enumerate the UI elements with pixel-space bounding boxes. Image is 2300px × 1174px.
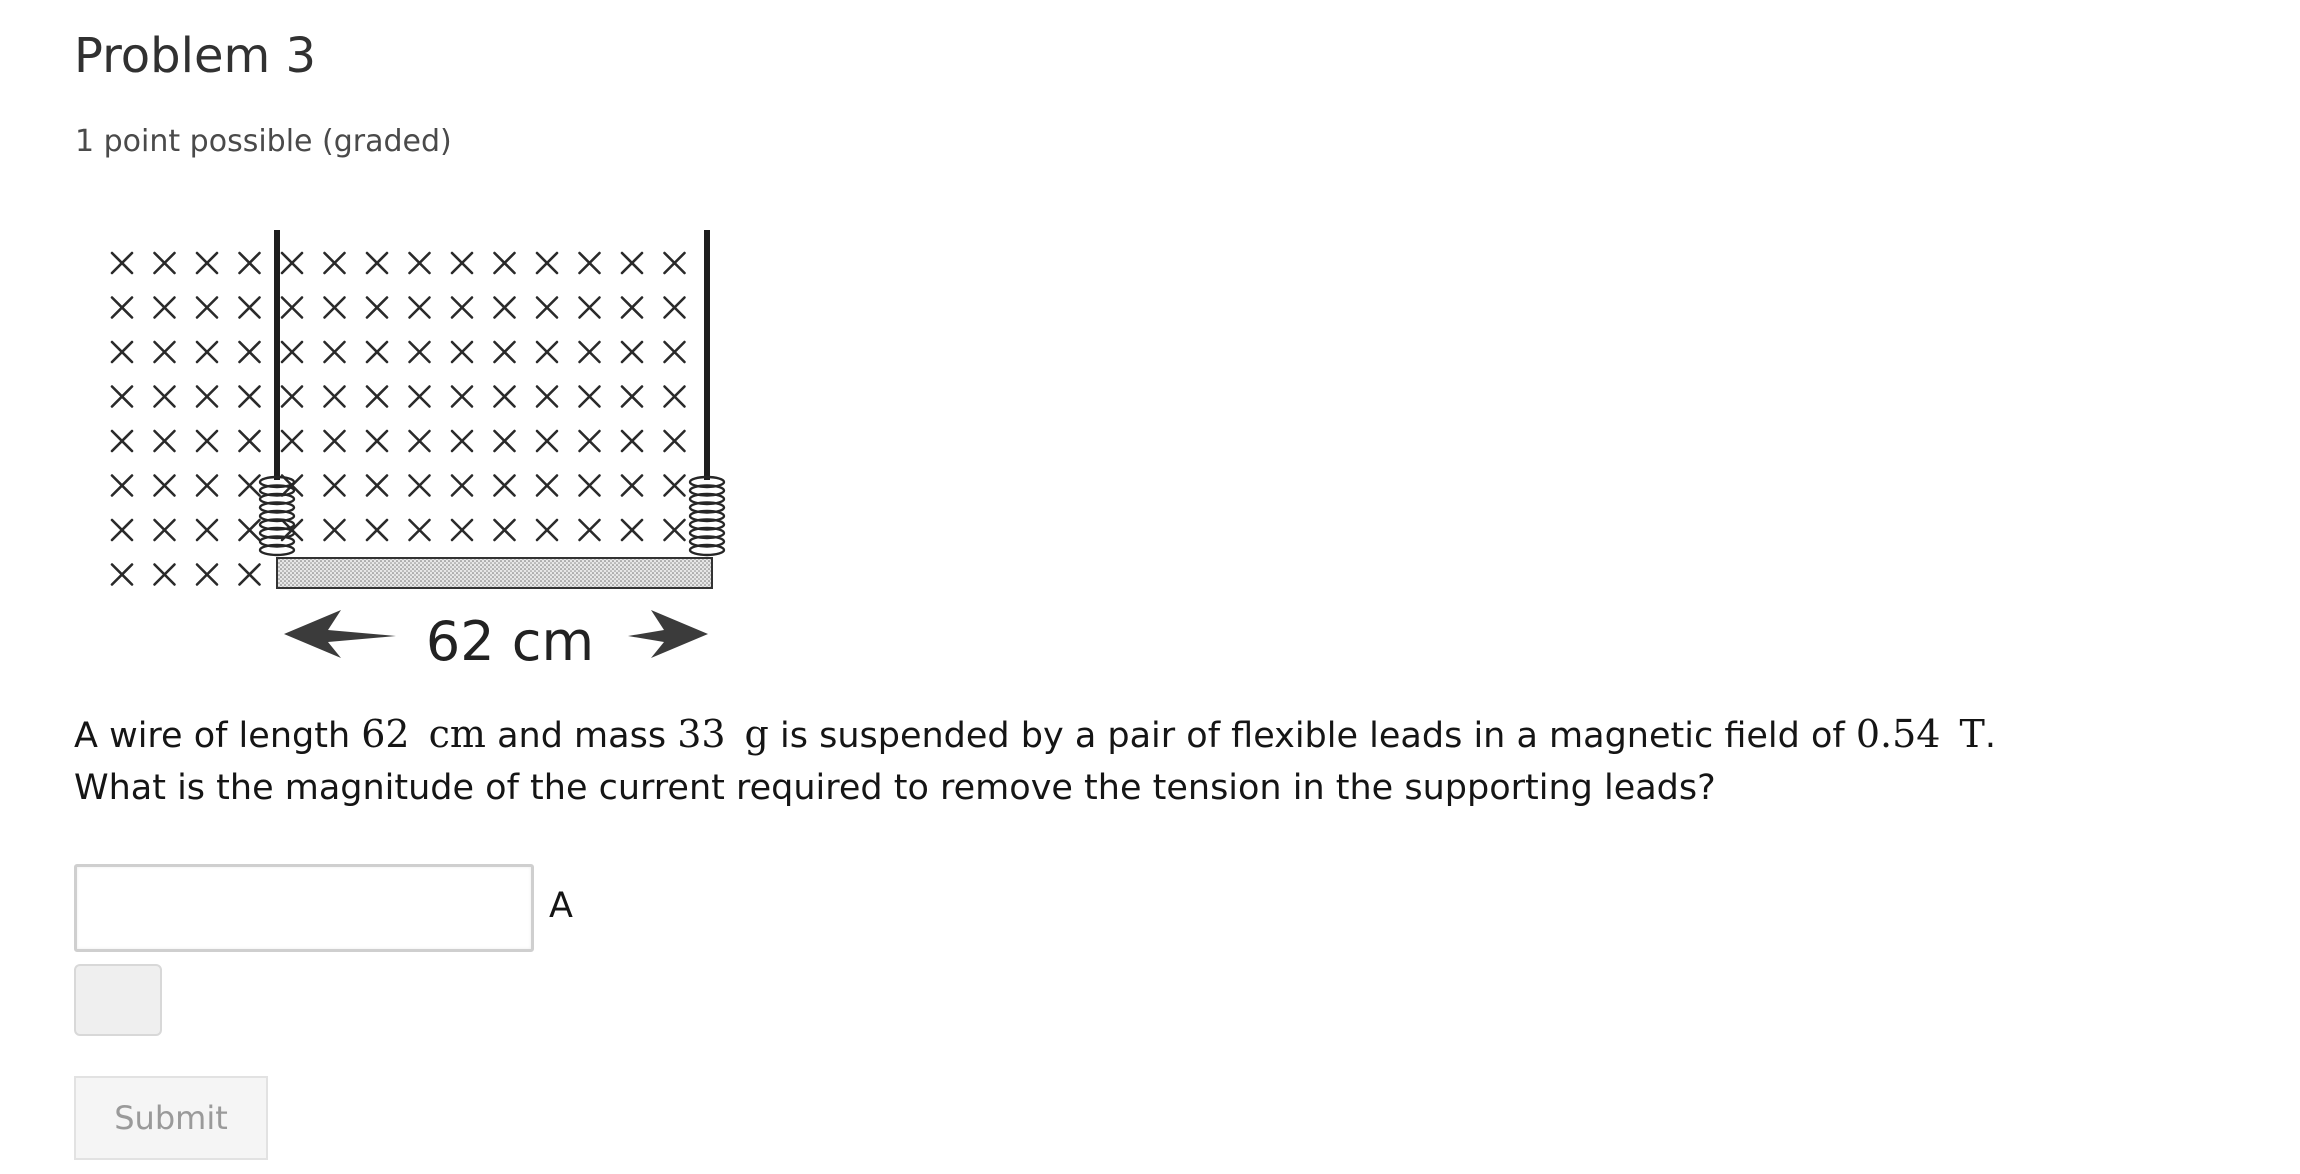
field-x-mark xyxy=(495,253,515,273)
field-x-mark xyxy=(537,387,557,407)
field-x-mark xyxy=(112,520,132,540)
field-x-mark xyxy=(112,565,132,585)
field-x-mark xyxy=(197,431,217,451)
field-x-mark xyxy=(240,387,260,407)
right-dimension-arrow xyxy=(628,610,708,658)
field-x-mark xyxy=(665,253,685,273)
field-x-mark xyxy=(665,476,685,496)
right-lead xyxy=(704,230,710,480)
question-text-part-4: . xyxy=(1984,716,1996,756)
field-x-mark xyxy=(325,253,345,273)
left-dimension-arrow xyxy=(284,610,396,658)
question-text-line-2: What is the magnitude of the current required to remove the tension in the supporting leads? xyxy=(74,768,1716,808)
field-x-mark xyxy=(155,342,175,362)
left-lead xyxy=(274,230,280,480)
field-x-mark xyxy=(367,431,387,451)
field-x-mark xyxy=(155,253,175,273)
field-x-mark xyxy=(622,476,642,496)
field-x-mark xyxy=(410,520,430,540)
field-x-mark xyxy=(197,476,217,496)
field-x-mark xyxy=(282,298,302,318)
field-x-mark xyxy=(240,565,260,585)
field-x-mark xyxy=(410,342,430,362)
field-x-mark xyxy=(155,520,175,540)
field-x-mark xyxy=(665,431,685,451)
field-x-mark xyxy=(112,253,132,273)
field-x-mark xyxy=(537,476,557,496)
points-possible: 1 point possible (graded) xyxy=(75,124,452,159)
field-x-mark xyxy=(452,520,472,540)
field-x-mark xyxy=(112,342,132,362)
question-text-part-2: and mass xyxy=(485,716,678,756)
field-x-mark xyxy=(495,476,515,496)
field-x-mark xyxy=(665,298,685,318)
field-x-mark xyxy=(325,387,345,407)
field-x-mark xyxy=(537,253,557,273)
field-x-mark xyxy=(495,431,515,451)
length-unit: cm xyxy=(428,712,486,756)
field-x-mark xyxy=(622,342,642,362)
field-x-mark xyxy=(155,476,175,496)
field-x-mark xyxy=(495,387,515,407)
field-x-mark xyxy=(197,342,217,362)
field-x-mark xyxy=(580,253,600,273)
field-x-mark xyxy=(282,342,302,362)
field-x-mark xyxy=(197,387,217,407)
field-x-mark xyxy=(452,431,472,451)
field-x-mark xyxy=(112,298,132,318)
field-x-mark xyxy=(112,476,132,496)
field-x-mark xyxy=(622,387,642,407)
field-x-mark xyxy=(580,387,600,407)
field-x-mark xyxy=(580,520,600,540)
field-x-mark xyxy=(495,342,515,362)
field-x-mark xyxy=(452,387,472,407)
field-x-mark xyxy=(580,342,600,362)
field-x-mark xyxy=(240,342,260,362)
field-x-mark xyxy=(282,387,302,407)
field-x-mark xyxy=(495,520,515,540)
field-x-mark xyxy=(622,520,642,540)
field-x-mark xyxy=(622,253,642,273)
mass-unit: g xyxy=(744,712,769,756)
field-x-mark xyxy=(240,253,260,273)
field-x-mark xyxy=(367,476,387,496)
problem-title: Problem 3 xyxy=(74,28,317,84)
field-x-mark xyxy=(112,387,132,407)
field-x-mark xyxy=(197,565,217,585)
field-value: 0.54 xyxy=(1855,712,1941,756)
submit-button[interactable]: Submit xyxy=(74,1076,268,1160)
field-x-mark xyxy=(665,520,685,540)
field-x-mark xyxy=(452,476,472,496)
field-x-mark xyxy=(537,520,557,540)
field-x-mark xyxy=(155,431,175,451)
field-x-mark xyxy=(410,253,430,273)
answer-unit: A xyxy=(549,886,573,926)
question-text-part-1: A wire of length xyxy=(74,716,362,756)
wire-length-label: 62 cm xyxy=(425,610,595,673)
field-x-mark xyxy=(665,342,685,362)
current-answer-input[interactable] xyxy=(74,864,534,952)
field-x-mark xyxy=(367,342,387,362)
field-x-mark xyxy=(155,298,175,318)
field-x-mark xyxy=(452,298,472,318)
length-value: 62 xyxy=(361,712,410,756)
field-x-mark xyxy=(410,298,430,318)
wire xyxy=(277,558,712,588)
field-x-mark xyxy=(622,431,642,451)
field-x-mark xyxy=(495,298,515,318)
field-x-mark xyxy=(410,431,430,451)
field-x-mark xyxy=(367,253,387,273)
answer-status-indicator xyxy=(74,964,162,1036)
field-x-mark xyxy=(240,298,260,318)
field-x-mark xyxy=(240,431,260,451)
field-x-mark xyxy=(325,342,345,362)
field-x-mark xyxy=(537,342,557,362)
field-x-mark xyxy=(580,476,600,496)
field-unit: T xyxy=(1959,712,1985,756)
field-x-mark xyxy=(410,387,430,407)
field-x-mark xyxy=(325,476,345,496)
field-x-mark xyxy=(665,387,685,407)
field-x-mark xyxy=(240,520,260,540)
right-spring xyxy=(690,477,724,555)
field-x-mark xyxy=(537,431,557,451)
field-x-mark xyxy=(325,520,345,540)
field-x-mark xyxy=(537,298,557,318)
field-x-mark xyxy=(580,431,600,451)
diagram-svg xyxy=(96,220,876,690)
field-x-mark xyxy=(197,298,217,318)
field-x-mark xyxy=(240,476,260,496)
question-text-part-3: is suspended by a pair of flexible leads in a magnetic field of xyxy=(768,716,1856,756)
field-x-mark xyxy=(580,298,600,318)
field-x-mark xyxy=(325,298,345,318)
field-x-mark xyxy=(622,298,642,318)
field-x-mark xyxy=(197,520,217,540)
field-x-mark xyxy=(410,476,430,496)
field-x-mark xyxy=(452,253,472,273)
magnetic-field-diagram xyxy=(96,220,876,690)
field-x-mark xyxy=(452,342,472,362)
field-x-mark xyxy=(155,565,175,585)
magnetic-field-into-page xyxy=(112,253,685,585)
field-x-mark xyxy=(155,387,175,407)
field-x-mark xyxy=(325,431,345,451)
field-x-mark xyxy=(282,431,302,451)
field-x-mark xyxy=(367,298,387,318)
mass-value: 33 xyxy=(677,712,726,756)
field-x-mark xyxy=(197,253,217,273)
field-x-mark xyxy=(367,387,387,407)
field-x-mark xyxy=(367,520,387,540)
field-x-mark xyxy=(112,431,132,451)
field-x-mark xyxy=(282,253,302,273)
question-text xyxy=(74,708,2224,814)
